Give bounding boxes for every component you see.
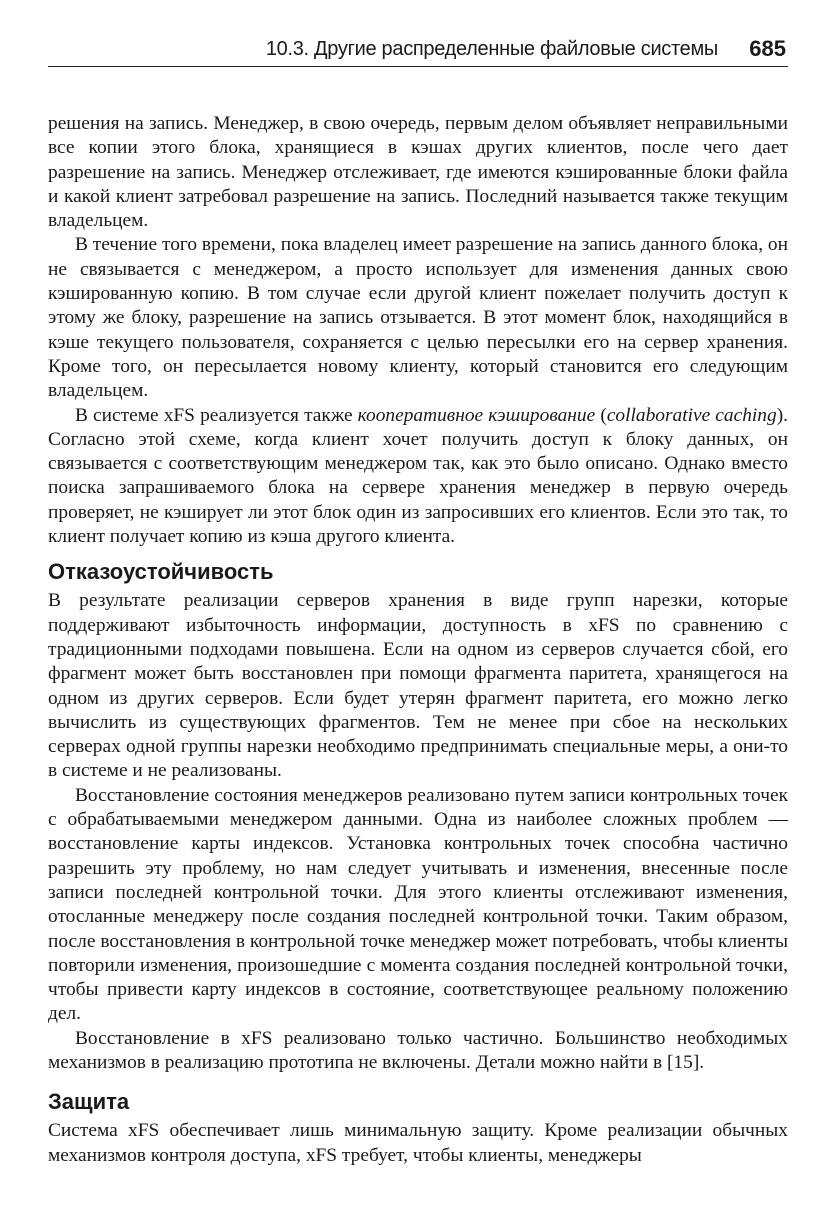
term-russian: кооперативное кэширование: [357, 404, 596, 426]
paragraph: В течение того времени, пока владелец имеет разрешение на запись данного блока, он не связывается с менеджером, а просто использует для изменения данных свою кэшированную копию. В том случае если другой клиент пожелает получить доступ к этому же блоку, разрешение на запись отзывается. В этот момент блок, находящийся в кэше текущего пользователя, сохраняется с целью пересылки его на сервер хранения. Кроме того, он пересылается новому клиенту, который становится его следующим владельцем.: [48, 234, 788, 402]
term-english: collaborative caching: [606, 404, 777, 426]
paragraph: Восстановление в xFS реализовано только частично. Большинство необходимых механизмов в реализацию прототипа не включены. Детали можно найти в [15].: [48, 1027, 788, 1073]
paragraph-text: ). Согласно этой схеме, когда клиент хочет получить доступ к блоку данных, он связывается с соответствующим менеджером так, как это было описано. Однако вместо поиска запрашиваемого блока на сервере хранения менеджер в первую очередь проверяет, не кэширует ли этот блок один из запросивших его клиентов. Если это так, то клиент получает копию из кэша другого клиента.: [48, 404, 789, 548]
body-text: [48, 112, 788, 1168]
section-heading-security: Защита: [48, 1089, 130, 1115]
running-header: [48, 34, 788, 67]
paragraph-text: В системе xFS реализуется также: [75, 404, 358, 426]
section-title: 10.3. Другие распределенные файловые системы: [265, 38, 718, 60]
paragraph: решения на запись. Менеджер, в свою очередь, первым делом объявляет неправильными все копии этого блока, хранящиеся в кэшах других клиентов, после чего дает разрешение на запись. Менеджер отслеживает, где имеются кэшированные блоки файла и какой клиент затребовал разрешение на запись. Последний называется также текущим владельцем.: [48, 113, 788, 232]
paragraph-text: (: [595, 404, 607, 426]
section-heading-fault-tolerance: Отказоустойчивость: [48, 559, 274, 585]
paragraph: Система xFS обеспечивает лишь минимальную защиту. Кроме реализации обычных механизмов контроля доступа, xFS требует, чтобы клиенты, менеджеры: [48, 1120, 788, 1166]
paragraph-cooperative-caching: [48, 404, 788, 550]
page-number: 685: [749, 36, 786, 61]
paragraph: Восстановление состояния менеджеров реализовано путем записи контрольных точек с обрабатываемыми менеджером данными. Одна из наиболее сложных проблем — восстановление карты индексов. Установка контрольных точек способна частично разрешить эту проблему, но нам следует учитывать и изменения, внесенные после записи последней контрольной точки. Для этого клиенты отслеживают изменения, отосланные менеджеру после создания последней контрольной точки. Таким образом, после восстановления в контрольной точке менеджер может потребовать, чтобы клиенты повторили изменения, произошедшие с момента создания последней контрольной точки, чтобы привести карту индексов в состояние, соответствующее реальному положению дел.: [48, 784, 788, 1025]
paragraph: В результате реализации серверов хранения в виде групп нарезки, которые поддерживают избыточность информации, доступность в xFS по сравнению с традиционными подходами повышена. Если на одном из серверов случается сбой, его фрагмент может быть восстановлен при помощи фрагмента паритета, хранящегося на одном из других серверов. Если будет утерян фрагмент паритета, его можно легко вычислить из существующих фрагментов. Тем не менее при сбое на нескольких серверах одной группы нарезки необходимо предпринимать специальные меры, а они-то в системе и не реализованы.: [48, 590, 788, 782]
